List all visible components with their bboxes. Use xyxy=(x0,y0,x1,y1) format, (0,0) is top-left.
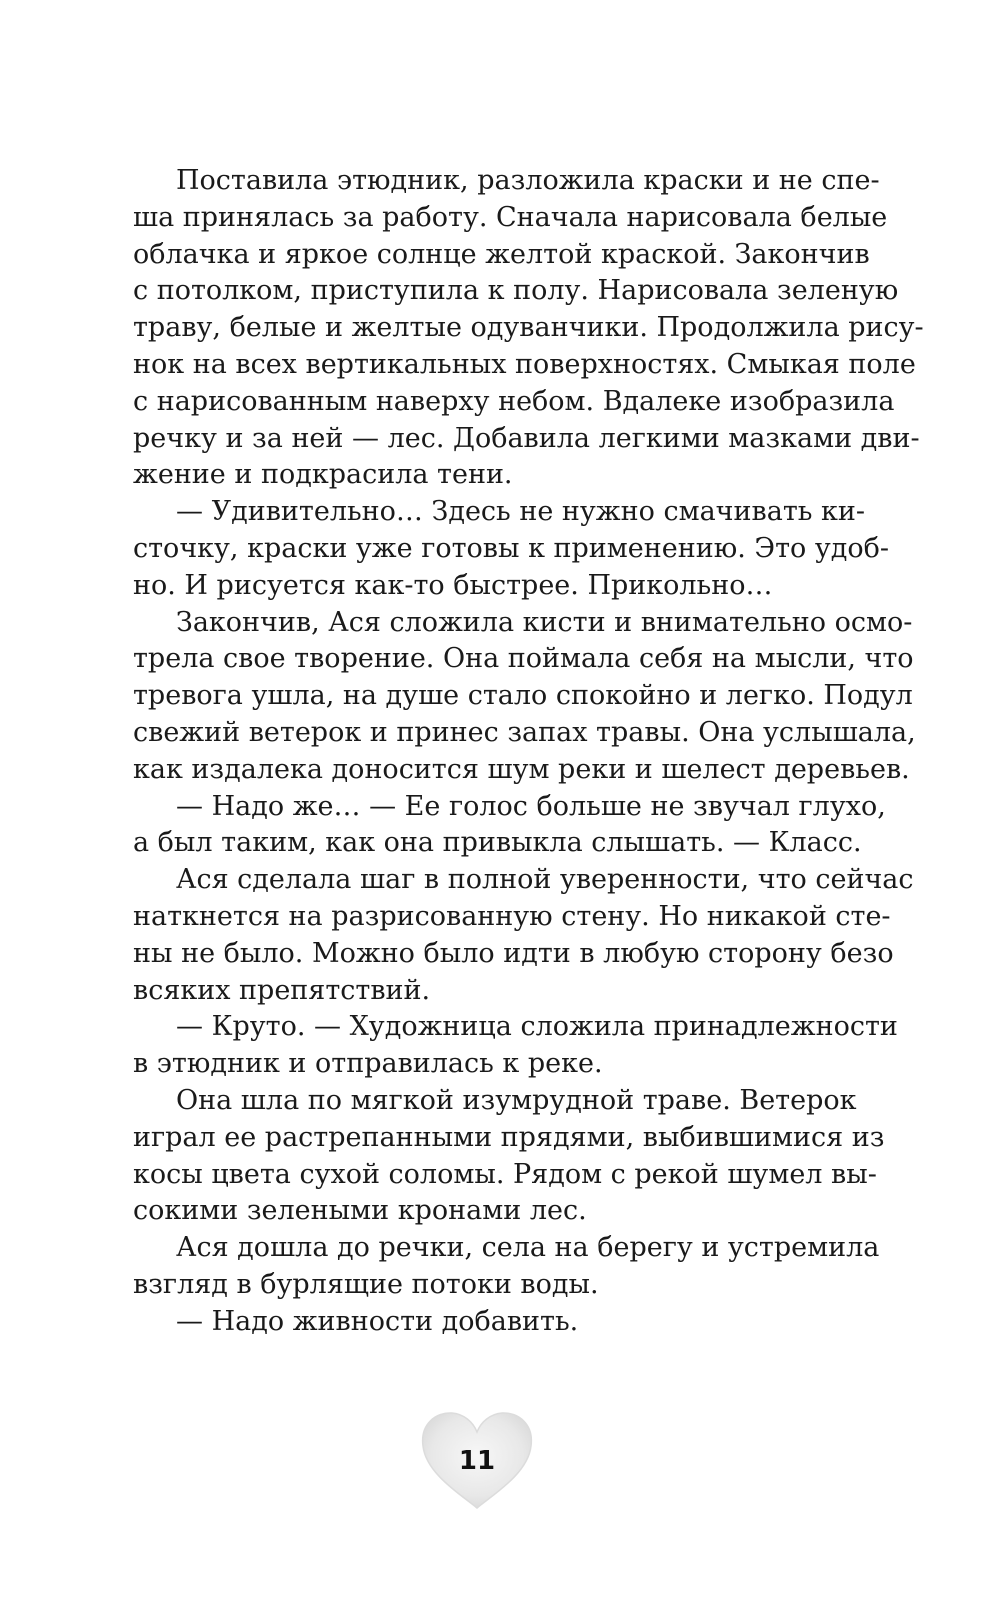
page-number-badge xyxy=(418,1408,536,1514)
paragraph xyxy=(133,1083,885,1230)
text-line: речку и за ней — лес. Добавила легкими мазками дви- xyxy=(133,422,920,454)
text-line: — Надо же… — Ее голос больше не звучал глухо, xyxy=(176,790,886,822)
text-line: Ася сделала шаг в полной уверенности, что сейчас xyxy=(176,864,914,896)
text-line: наткнется на разрисованную стену. Но никакой сте- xyxy=(133,900,891,932)
page-number: 11 xyxy=(458,1446,496,1476)
text-line: как издалека доносится шум реки и шелест деревьев. xyxy=(133,753,910,785)
paragraph xyxy=(133,605,916,789)
text-line: жение и подкрасила тени. xyxy=(133,459,513,491)
text-line: свежий ветерок и принес запах травы. Она услышала, xyxy=(133,716,916,748)
text-line: ны не было. Можно было идти в любую сторону безо xyxy=(133,937,894,969)
text-line: нок на всех вертикальных поверхностях. Смыкая поле xyxy=(133,348,916,380)
text-line: Поставила этюдник, разложила краски и не спе- xyxy=(176,165,880,196)
paragraph xyxy=(133,1230,880,1304)
paragraph xyxy=(133,494,889,604)
text-line: играл ее растрепанными прядями, выбившимися из xyxy=(133,1121,885,1153)
text-line: Ася дошла до речки, села на берегу и устремила xyxy=(176,1232,880,1264)
paragraph xyxy=(133,1009,898,1083)
text-line: сокими зелеными кронами лес. xyxy=(133,1195,587,1227)
paragraph xyxy=(133,862,914,1009)
body-text xyxy=(133,163,924,1341)
paragraph xyxy=(133,789,886,863)
text-line: но. И рисуется как-то быстрее. Прикольно… xyxy=(133,569,773,601)
text-line: с нарисованным наверху небом. Вдалеке изобразила xyxy=(133,385,895,417)
text-line: Она шла по мягкой изумрудной траве. Ветерок xyxy=(176,1084,857,1116)
text-line: а был таким, как она привыкла слышать. — Класс. xyxy=(133,827,862,859)
text-line: — Удивительно… Здесь не нужно смачивать ки- xyxy=(176,496,866,528)
text-line: взгляд в бурлящие потоки воды. xyxy=(133,1268,599,1300)
text-line: Закончив, Ася сложила кисти и внимательно осмо- xyxy=(176,606,913,638)
text-line: сточку, краски уже готовы к применению. Это удоб- xyxy=(133,532,889,564)
text-line: облачка и яркое солнце желтой краской. Закончив xyxy=(133,238,870,270)
text-line: ша принялась за работу. Сначала нарисовала белые xyxy=(133,201,888,233)
text-line: — Надо живности добавить. xyxy=(176,1305,579,1337)
text-line: в этюдник и отправилась к реке. xyxy=(133,1048,603,1080)
text-line: — Круто. — Художница сложила принадлежности xyxy=(176,1011,898,1043)
paragraph xyxy=(133,163,924,494)
text-line: траву, белые и желтые одуванчики. Продолжила рису- xyxy=(133,312,924,344)
text-line: с потолком, приступила к полу. Нарисовала зеленую xyxy=(133,275,899,307)
text-line: косы цвета сухой соломы. Рядом с рекой шумел вы- xyxy=(133,1158,877,1190)
text-line: тревога ушла, на душе стало спокойно и легко. Подул xyxy=(133,680,913,712)
paragraph xyxy=(133,1304,833,1341)
text-line: всяких препятствий. xyxy=(133,974,431,1006)
text-line: трела свое творение. Она поймала себя на мысли, что xyxy=(133,643,914,675)
